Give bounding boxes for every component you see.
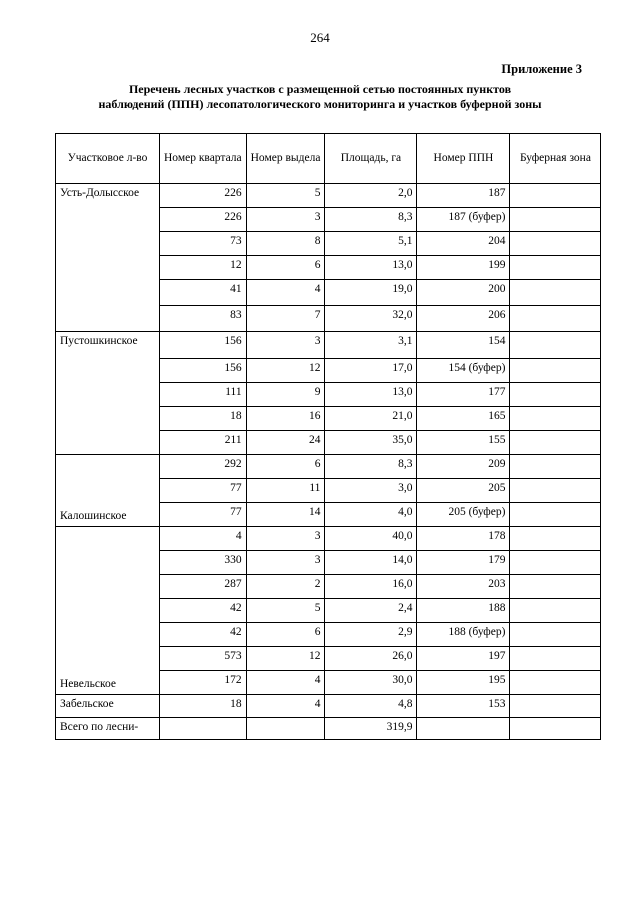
cell-quarter: 41 <box>160 280 247 306</box>
cell-ppn: 205 <box>417 479 510 503</box>
cell-ppn: 187 <box>417 184 510 208</box>
cell-quarter: 18 <box>160 695 247 718</box>
cell-size: 21,0 <box>325 407 417 431</box>
header-buffer: Буферная зона <box>510 134 601 184</box>
cell-quarter: 156 <box>160 359 247 383</box>
cell-quarter: 42 <box>160 599 247 623</box>
total-allotment <box>246 718 325 740</box>
appendix-label: Приложение 3 <box>501 62 582 76</box>
cell-ppn: 154 <box>417 332 510 359</box>
cell-allotment: 6 <box>246 256 325 280</box>
forest-plots-table <box>55 133 601 740</box>
cell-size: 35,0 <box>325 431 417 455</box>
cell-size: 8,3 <box>325 455 417 479</box>
cell-allotment: 11 <box>246 479 325 503</box>
cell-quarter: 83 <box>160 306 247 332</box>
forestry-name: Пустошкинское <box>56 332 160 455</box>
header-size: Площадь, га <box>325 134 417 184</box>
document-title <box>60 82 580 112</box>
cell-allotment: 8 <box>246 232 325 256</box>
title-line-2: наблюдений (ППН) лесопатологического мониторинга и участков буферной зоны <box>98 97 542 111</box>
cell-quarter: 111 <box>160 383 247 407</box>
cell-buffer <box>510 671 601 695</box>
cell-quarter: 573 <box>160 647 247 671</box>
cell-buffer <box>510 232 601 256</box>
total-size: 319,9 <box>325 718 417 740</box>
cell-size: 8,3 <box>325 208 417 232</box>
cell-size: 2,4 <box>325 599 417 623</box>
cell-allotment: 4 <box>246 671 325 695</box>
forestry-name: Забельское <box>56 695 160 718</box>
cell-allotment: 4 <box>246 695 325 718</box>
cell-ppn: 203 <box>417 575 510 599</box>
header-allotment: Номер выдела <box>246 134 325 184</box>
header-area: Участковое л-во <box>56 134 160 184</box>
cell-ppn: 204 <box>417 232 510 256</box>
cell-quarter: 42 <box>160 623 247 647</box>
cell-size: 3,0 <box>325 479 417 503</box>
forestry-name: Невельское <box>56 527 160 695</box>
cell-size: 26,0 <box>325 647 417 671</box>
cell-size: 3,1 <box>325 332 417 359</box>
cell-buffer <box>510 431 601 455</box>
cell-allotment: 3 <box>246 332 325 359</box>
cell-size: 16,0 <box>325 575 417 599</box>
cell-ppn: 188 <box>417 599 510 623</box>
table-row <box>56 332 601 359</box>
cell-ppn: 199 <box>417 256 510 280</box>
cell-quarter: 12 <box>160 256 247 280</box>
cell-buffer <box>510 383 601 407</box>
cell-buffer <box>510 332 601 359</box>
cell-buffer <box>510 359 601 383</box>
table-row <box>56 184 601 208</box>
cell-ppn: 205 (буфер) <box>417 503 510 527</box>
cell-allotment: 6 <box>246 623 325 647</box>
header-ppn: Номер ППН <box>417 134 510 184</box>
cell-size: 14,0 <box>325 551 417 575</box>
cell-size: 30,0 <box>325 671 417 695</box>
cell-quarter: 330 <box>160 551 247 575</box>
cell-buffer <box>510 551 601 575</box>
page-number: 264 <box>310 30 330 45</box>
cell-size: 40,0 <box>325 527 417 551</box>
total-buffer <box>510 718 601 740</box>
cell-allotment: 16 <box>246 407 325 431</box>
cell-allotment: 5 <box>246 184 325 208</box>
cell-allotment: 2 <box>246 575 325 599</box>
cell-ppn: 153 <box>417 695 510 718</box>
header-quarter: Номер квартала <box>160 134 247 184</box>
forestry-name: Калошинское <box>56 455 160 527</box>
cell-ppn: 195 <box>417 671 510 695</box>
cell-size: 17,0 <box>325 359 417 383</box>
cell-ppn: 209 <box>417 455 510 479</box>
cell-ppn: 178 <box>417 527 510 551</box>
cell-size: 13,0 <box>325 383 417 407</box>
cell-allotment: 5 <box>246 599 325 623</box>
cell-quarter: 172 <box>160 671 247 695</box>
cell-buffer <box>510 455 601 479</box>
cell-buffer <box>510 407 601 431</box>
cell-allotment: 3 <box>246 551 325 575</box>
cell-buffer <box>510 527 601 551</box>
cell-allotment: 7 <box>246 306 325 332</box>
table-row <box>56 527 601 551</box>
cell-size: 32,0 <box>325 306 417 332</box>
cell-allotment: 14 <box>246 503 325 527</box>
table-body <box>56 184 601 740</box>
cell-quarter: 226 <box>160 184 247 208</box>
cell-ppn: 155 <box>417 431 510 455</box>
cell-allotment: 9 <box>246 383 325 407</box>
cell-ppn: 206 <box>417 306 510 332</box>
cell-allotment: 4 <box>246 280 325 306</box>
cell-buffer <box>510 479 601 503</box>
cell-allotment: 3 <box>246 527 325 551</box>
cell-buffer <box>510 280 601 306</box>
forestry-name: Усть-Долысское <box>56 184 160 332</box>
cell-size: 2,9 <box>325 623 417 647</box>
title-line-1: Перечень лесных участков с размещенной сетью постоянных пунктов <box>128 82 512 96</box>
cell-buffer <box>510 647 601 671</box>
cell-size: 2,0 <box>325 184 417 208</box>
cell-quarter: 211 <box>160 431 247 455</box>
cell-size: 4,0 <box>325 503 417 527</box>
total-label: Всего по лесни- <box>56 718 160 740</box>
cell-buffer <box>510 575 601 599</box>
cell-ppn: 200 <box>417 280 510 306</box>
cell-quarter: 156 <box>160 332 247 359</box>
cell-ppn: 187 (буфер) <box>417 208 510 232</box>
cell-size: 19,0 <box>325 280 417 306</box>
cell-quarter: 77 <box>160 503 247 527</box>
cell-buffer <box>510 208 601 232</box>
cell-quarter: 226 <box>160 208 247 232</box>
cell-size: 5,1 <box>325 232 417 256</box>
cell-buffer <box>510 623 601 647</box>
cell-allotment: 3 <box>246 208 325 232</box>
cell-ppn: 188 (буфер) <box>417 623 510 647</box>
cell-allotment: 6 <box>246 455 325 479</box>
cell-buffer <box>510 306 601 332</box>
cell-size: 4,8 <box>325 695 417 718</box>
total-quarter <box>160 718 247 740</box>
cell-ppn: 165 <box>417 407 510 431</box>
cell-buffer <box>510 599 601 623</box>
cell-quarter: 4 <box>160 527 247 551</box>
cell-ppn: 197 <box>417 647 510 671</box>
cell-allotment: 24 <box>246 431 325 455</box>
cell-ppn: 179 <box>417 551 510 575</box>
cell-size: 13,0 <box>325 256 417 280</box>
cell-quarter: 292 <box>160 455 247 479</box>
cell-quarter: 287 <box>160 575 247 599</box>
table-row <box>56 695 601 718</box>
cell-quarter: 73 <box>160 232 247 256</box>
cell-allotment: 12 <box>246 647 325 671</box>
cell-quarter: 18 <box>160 407 247 431</box>
total-ppn <box>417 718 510 740</box>
cell-buffer <box>510 695 601 718</box>
table-row <box>56 455 601 479</box>
cell-allotment: 12 <box>246 359 325 383</box>
cell-ppn: 177 <box>417 383 510 407</box>
cell-buffer <box>510 184 601 208</box>
cell-buffer <box>510 503 601 527</box>
table-header-row <box>56 134 601 184</box>
cell-buffer <box>510 256 601 280</box>
cell-quarter: 77 <box>160 479 247 503</box>
total-row <box>56 718 601 740</box>
cell-ppn: 154 (буфер) <box>417 359 510 383</box>
